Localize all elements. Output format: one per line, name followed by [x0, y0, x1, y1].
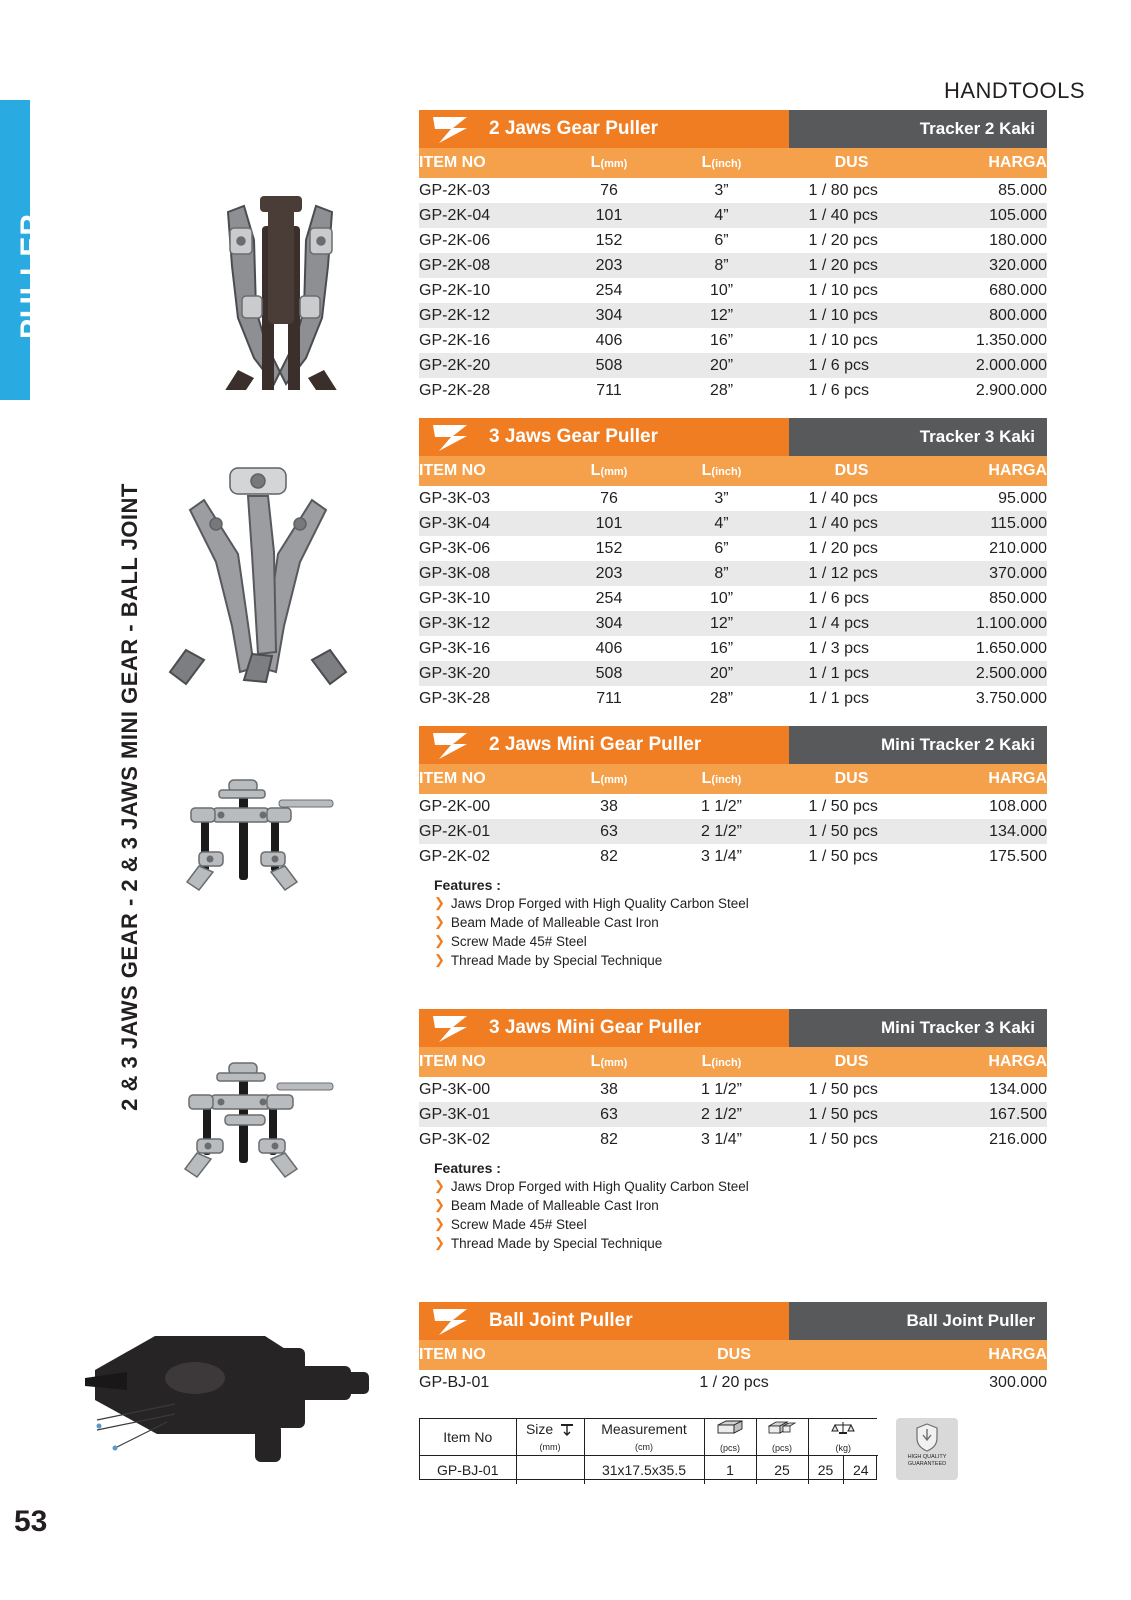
cell-mm: 406 — [595, 331, 623, 349]
table-row — [419, 511, 1047, 536]
table-row — [419, 1077, 1047, 1102]
block-subtitle: Tracker 2 Kaki — [789, 110, 1047, 148]
table-row — [419, 253, 1047, 278]
cell-inch: 28” — [709, 689, 734, 707]
cell-harga: 1.100.000 — [924, 611, 1047, 636]
cell-inch: 3 1/4” — [701, 1130, 742, 1148]
cell-item: GP-3K-28 — [419, 689, 491, 707]
flag-icon — [419, 110, 487, 148]
two-jaws-mini-gear-puller-photo — [155, 770, 345, 900]
arrow-icon: ❯ — [434, 1197, 445, 1212]
block-subtitle: Mini Tracker 2 Kaki — [789, 726, 1047, 764]
cell-harga: 180.000 — [989, 231, 1047, 249]
cell-dus: 1 / 1 pcs — [779, 661, 924, 686]
cell-mm: 38 — [600, 1080, 618, 1098]
feature-text: Thread Made by Special Technique — [450, 1236, 663, 1251]
meas-col-size: Size (mm) — [516, 1419, 584, 1456]
shield-icon — [896, 1418, 958, 1458]
block-title: Ball Joint Puller — [487, 1302, 789, 1340]
col-l-mm: L(mm) — [554, 148, 664, 178]
cell-dus: 1 / 10 pcs — [779, 303, 924, 328]
cell-mm: 711 — [596, 381, 622, 399]
cell-dus: 1 / 1 pcs — [808, 689, 869, 707]
cell-item: GP-3K-08 — [419, 561, 554, 586]
cell-dus: 1 / 50 pcs — [808, 847, 878, 865]
features-label: Features : — [434, 1160, 501, 1176]
meas-cell-weight-gross: 24 — [852, 1462, 869, 1478]
ball-joint-puller-photo — [55, 1300, 385, 1490]
cell-item: GP-3K-04 — [419, 511, 554, 536]
col-harga: HARGA — [924, 456, 1047, 486]
block-title: 2 Jaws Mini Gear Puller — [487, 726, 789, 764]
cell-dus: 1 / 50 pcs — [779, 1102, 924, 1127]
table-row — [419, 794, 1047, 819]
meas-cell-qty-carton: 25 — [756, 1456, 808, 1485]
cell-mm: 304 — [554, 611, 664, 636]
product-table — [419, 764, 1047, 869]
cell-mm: 254 — [595, 281, 623, 299]
cell-dus: 1 / 40 pcs — [779, 511, 924, 536]
cell-item: GP-3K-02 — [419, 1130, 491, 1148]
box-icon — [716, 1420, 744, 1435]
flag-icon — [419, 1009, 487, 1047]
meas-cell-measurement: 31x17.5x35.5 — [584, 1456, 704, 1485]
feature-item — [419, 1197, 1047, 1214]
col-item-no: ITEM NO — [419, 1340, 609, 1370]
col-l-inch: L(inch) — [664, 764, 779, 794]
three-jaws-mini-gear-puller-photo — [155, 1055, 345, 1185]
cell-item: GP-3K-06 — [419, 539, 491, 557]
cell-harga: 134.000 — [924, 819, 1047, 844]
table-row — [419, 561, 1047, 586]
product-table — [419, 148, 1047, 403]
cell-dus: 1 / 6 pcs — [779, 353, 924, 378]
cell-mm: 203 — [554, 253, 664, 278]
cell-mm: 254 — [595, 589, 623, 607]
meas-cell-size — [516, 1456, 584, 1485]
cell-harga: 800.000 — [924, 303, 1047, 328]
cell-dus: 1 / 50 pcs — [808, 797, 878, 815]
cell-mm: 82 — [600, 1130, 618, 1148]
col-harga: HARGA — [924, 1047, 1047, 1077]
table-row — [419, 1127, 1047, 1152]
cell-item: GP-2K-10 — [419, 281, 491, 299]
product-table — [419, 1340, 1047, 1395]
cell-inch: 3” — [714, 489, 729, 507]
block-header — [419, 110, 1047, 148]
ruler-icon — [560, 1421, 574, 1437]
cell-item: GP-2K-04 — [419, 203, 554, 228]
block-header — [419, 418, 1047, 456]
arrow-icon: ❯ — [434, 1216, 445, 1231]
meas-col-measurement: Measurement (cm) — [584, 1419, 704, 1456]
table-row — [419, 353, 1047, 378]
flag-icon — [419, 726, 487, 764]
cell-item: GP-2K-03 — [419, 181, 491, 199]
quality-guarantee-badge — [896, 1418, 958, 1480]
cell-harga: 115.000 — [924, 511, 1047, 536]
feature-item — [419, 914, 1047, 931]
col-l-inch: L(inch) — [664, 148, 779, 178]
feature-text: Thread Made by Special Technique — [450, 953, 663, 968]
block-title: 3 Jaws Gear Puller — [487, 418, 789, 456]
col-l-inch: L(inch) — [664, 456, 779, 486]
cell-item: GP-2K-00 — [419, 797, 491, 815]
cell-inch: 1 1/2” — [701, 797, 742, 815]
table-row — [419, 203, 1047, 228]
cell-item: GP-3K-10 — [419, 589, 491, 607]
cell-harga: 320.000 — [924, 253, 1047, 278]
cell-item: GP-3K-16 — [419, 639, 491, 657]
table-row — [419, 636, 1047, 661]
cell-harga: 1.650.000 — [975, 639, 1047, 657]
col-l-mm: L(mm) — [554, 764, 664, 794]
cell-item: GP-2K-20 — [419, 353, 554, 378]
cell-inch: 6” — [714, 231, 729, 249]
cell-mm: 304 — [554, 303, 664, 328]
cell-item: GP-2K-12 — [419, 303, 554, 328]
arrow-icon: ❯ — [434, 1178, 445, 1193]
arrow-icon: ❯ — [434, 895, 445, 910]
cell-harga: 167.500 — [924, 1102, 1047, 1127]
cell-dus: 1 / 80 pcs — [808, 181, 878, 199]
cell-dus: 1 / 20 pcs — [699, 1373, 769, 1391]
col-dus: DUS — [779, 1047, 924, 1077]
meas-col-qty-inner: (pcs) — [704, 1419, 756, 1456]
cell-mm: 152 — [595, 231, 623, 249]
cell-mm: 63 — [554, 1102, 664, 1127]
cell-mm: 76 — [600, 181, 618, 199]
cell-item: GP-2K-28 — [419, 381, 491, 399]
cell-harga: 1.350.000 — [975, 331, 1047, 349]
table-row — [419, 661, 1047, 686]
three-jaws-gear-puller-photo — [130, 410, 380, 690]
cell-dus: 1 / 20 pcs — [779, 253, 924, 278]
cell-dus: 1 / 20 pcs — [808, 231, 878, 249]
col-dus: DUS — [779, 764, 924, 794]
cell-dus: 1 / 40 pcs — [808, 489, 878, 507]
cell-dus: 1 / 4 pcs — [779, 611, 924, 636]
cell-inch: 16” — [709, 331, 734, 349]
cell-item: GP-2K-02 — [419, 847, 491, 865]
cell-dus: 1 / 6 pcs — [808, 589, 869, 607]
meas-col-weight: (kg) — [808, 1419, 878, 1456]
badge-caption: HIGH QUALITY GUARANTEED — [907, 1454, 947, 1467]
cell-dus: 1 / 50 pcs — [779, 819, 924, 844]
cell-inch: 10” — [709, 589, 734, 607]
cell-mm: 406 — [595, 639, 623, 657]
cell-harga: 95.000 — [998, 489, 1047, 507]
feature-item — [419, 895, 1047, 912]
arrow-icon: ❯ — [434, 952, 445, 967]
cell-mm: 508 — [554, 661, 664, 686]
cell-mm: 508 — [554, 353, 664, 378]
meas-col-qty-carton: (pcs) — [756, 1419, 808, 1456]
cell-mm: 101 — [554, 511, 664, 536]
cell-inch: 16” — [709, 639, 734, 657]
cell-inch: 20” — [664, 661, 779, 686]
col-harga: HARGA — [859, 1340, 1047, 1370]
cell-harga: 2.500.000 — [924, 661, 1047, 686]
table-row — [419, 819, 1047, 844]
feature-item — [419, 933, 1047, 950]
cell-item: GP-3K-01 — [419, 1102, 554, 1127]
cell-dus: 1 / 3 pcs — [808, 639, 869, 657]
cell-mm: 711 — [596, 689, 622, 707]
cell-item: GP-3K-20 — [419, 661, 554, 686]
block-title: 3 Jaws Mini Gear Puller — [487, 1009, 789, 1047]
cell-inch: 8” — [664, 253, 779, 278]
cell-dus: 1 / 10 pcs — [808, 331, 878, 349]
col-item-no: ITEM NO — [419, 764, 554, 794]
col-item-no: ITEM NO — [419, 148, 554, 178]
block-subtitle: Mini Tracker 3 Kaki — [789, 1009, 1047, 1047]
col-harga: HARGA — [924, 764, 1047, 794]
cell-inch: 28” — [709, 381, 734, 399]
cell-item: GP-BJ-01 — [419, 1373, 490, 1391]
cell-inch: 8” — [664, 561, 779, 586]
cell-dus: 1 / 6 pcs — [808, 381, 869, 399]
cell-item: GP-3K-00 — [419, 1080, 491, 1098]
feature-text: Jaws Drop Forged with High Quality Carbon Steel — [450, 1179, 749, 1194]
table-row — [419, 611, 1047, 636]
cartons-icon — [768, 1420, 796, 1435]
cell-item: GP-2K-16 — [419, 331, 491, 349]
col-dus: DUS — [779, 148, 924, 178]
cell-dus: 1 / 20 pcs — [808, 539, 878, 557]
cell-dus: 1 / 12 pcs — [779, 561, 924, 586]
table-header-row — [419, 764, 1047, 794]
cell-inch: 1 1/2” — [701, 1080, 742, 1098]
sidebar-section-title: PULLER — [15, 213, 48, 339]
product-block-3-jaws-gear-puller — [419, 418, 1047, 711]
table-row — [419, 378, 1047, 403]
feature-item — [419, 1178, 1047, 1195]
cell-dus: 1 / 40 pcs — [779, 203, 924, 228]
product-block-2-jaws-gear-puller — [419, 110, 1047, 403]
meas-row — [420, 1456, 878, 1485]
cell-harga: 850.000 — [989, 589, 1047, 607]
cell-mm: 101 — [554, 203, 664, 228]
features-label: Features : — [434, 877, 501, 893]
table-row — [419, 536, 1047, 561]
cell-harga: 85.000 — [998, 181, 1047, 199]
cell-inch: 12” — [664, 611, 779, 636]
col-harga: HARGA — [924, 148, 1047, 178]
block-header — [419, 726, 1047, 764]
table-row — [419, 278, 1047, 303]
page-number: 53 — [14, 1505, 48, 1538]
table-row — [419, 586, 1047, 611]
meas-col-item-no: Item No — [420, 1419, 516, 1456]
cell-mm: 38 — [600, 797, 618, 815]
cell-inch: 3 1/4” — [701, 847, 742, 865]
feature-text: Screw Made 45# Steel — [450, 1217, 587, 1232]
table-header-row — [419, 456, 1047, 486]
col-item-no: ITEM NO — [419, 1047, 554, 1077]
cell-harga: 134.000 — [989, 1080, 1047, 1098]
table-row — [419, 228, 1047, 253]
cell-harga: 105.000 — [924, 203, 1047, 228]
cell-harga: 300.000 — [989, 1373, 1047, 1391]
product-table — [419, 456, 1047, 711]
cell-item: GP-3K-03 — [419, 489, 491, 507]
block-header — [419, 1009, 1047, 1047]
sidebar-subsection-title: 2 & 3 JAWS GEAR - 2 & 3 JAWS MINI GEAR - BALL JOINT — [117, 483, 142, 1111]
block-subtitle: Tracker 3 Kaki — [789, 418, 1047, 456]
cell-harga: 210.000 — [989, 539, 1047, 557]
cell-inch: 10” — [709, 281, 734, 299]
flag-icon — [419, 1302, 487, 1340]
cell-harga: 370.000 — [924, 561, 1047, 586]
table-header-row — [419, 1047, 1047, 1077]
cell-harga: 680.000 — [989, 281, 1047, 299]
col-dus: DUS — [609, 1340, 859, 1370]
cell-harga: 108.000 — [989, 797, 1047, 815]
block-header — [419, 1302, 1047, 1340]
product-block-2-jaws-mini-gear-puller — [419, 726, 1047, 969]
cell-mm: 203 — [554, 561, 664, 586]
meas-cell-qty-inner: 1 — [704, 1456, 756, 1485]
features-list — [419, 877, 1047, 969]
col-l-mm: L(mm) — [554, 1047, 664, 1077]
cell-harga: 175.500 — [989, 847, 1047, 865]
meas-cell-item: GP-BJ-01 — [420, 1456, 516, 1485]
feature-text: Screw Made 45# Steel — [450, 934, 587, 949]
col-item-no: ITEM NO — [419, 456, 554, 486]
table-row — [419, 1102, 1047, 1127]
cell-harga: 216.000 — [989, 1130, 1047, 1148]
feature-item — [419, 952, 1047, 969]
cell-inch: 6” — [714, 539, 729, 557]
arrow-icon: ❯ — [434, 933, 445, 948]
cell-mm: 63 — [554, 819, 664, 844]
col-l-mm: L(mm) — [554, 456, 664, 486]
cell-dus: 1 / 10 pcs — [808, 281, 878, 299]
col-dus: DUS — [779, 456, 924, 486]
cell-mm: 152 — [595, 539, 623, 557]
cell-inch: 2 1/2” — [664, 1102, 779, 1127]
cell-item: GP-2K-06 — [419, 231, 491, 249]
features-list — [419, 1160, 1047, 1252]
cell-harga: 3.750.000 — [975, 689, 1047, 707]
table-row — [419, 178, 1047, 203]
table-row — [419, 1370, 1047, 1395]
table-row — [419, 303, 1047, 328]
product-block-ball-joint-puller — [419, 1302, 1047, 1395]
cell-item: GP-2K-08 — [419, 253, 554, 278]
table-header-row — [419, 148, 1047, 178]
cell-harga: 2.000.000 — [924, 353, 1047, 378]
cell-dus: 1 / 50 pcs — [808, 1130, 878, 1148]
cell-item: GP-2K-01 — [419, 819, 554, 844]
cell-inch: 4” — [664, 511, 779, 536]
feature-item — [419, 1235, 1047, 1252]
block-subtitle: Ball Joint Puller — [789, 1302, 1047, 1340]
feature-item — [419, 1216, 1047, 1233]
cell-mm: 76 — [600, 489, 618, 507]
left-sidebar — [0, 0, 142, 1600]
cell-inch: 20” — [664, 353, 779, 378]
cell-item: GP-3K-12 — [419, 611, 554, 636]
block-title: 2 Jaws Gear Puller — [487, 110, 789, 148]
measurement-table — [419, 1418, 877, 1480]
cell-inch: 12” — [664, 303, 779, 328]
cell-inch: 4” — [664, 203, 779, 228]
page-category-header: HANDTOOLS — [943, 78, 1085, 103]
product-table — [419, 1047, 1047, 1152]
cell-harga: 2.900.000 — [975, 381, 1047, 399]
table-row — [419, 844, 1047, 869]
arrow-icon: ❯ — [434, 914, 445, 929]
cell-mm: 82 — [600, 847, 618, 865]
cell-dus: 1 / 50 pcs — [808, 1080, 878, 1098]
product-block-3-jaws-mini-gear-puller — [419, 1009, 1047, 1252]
cell-inch: 3” — [714, 181, 729, 199]
scale-icon — [830, 1420, 856, 1435]
table-row — [419, 328, 1047, 353]
feature-text: Beam Made of Malleable Cast Iron — [450, 915, 659, 930]
table-row — [419, 486, 1047, 511]
table-header-row — [419, 1340, 1047, 1370]
flag-icon — [419, 418, 487, 456]
meas-cell-weight-net: 25 — [808, 1456, 843, 1485]
two-jaws-gear-puller-photo — [110, 100, 360, 390]
col-l-inch: L(inch) — [664, 1047, 779, 1077]
feature-text: Jaws Drop Forged with High Quality Carbon Steel — [450, 896, 749, 911]
cell-inch: 2 1/2” — [664, 819, 779, 844]
feature-text: Beam Made of Malleable Cast Iron — [450, 1198, 659, 1213]
arrow-icon: ❯ — [434, 1235, 445, 1250]
table-row — [419, 686, 1047, 711]
